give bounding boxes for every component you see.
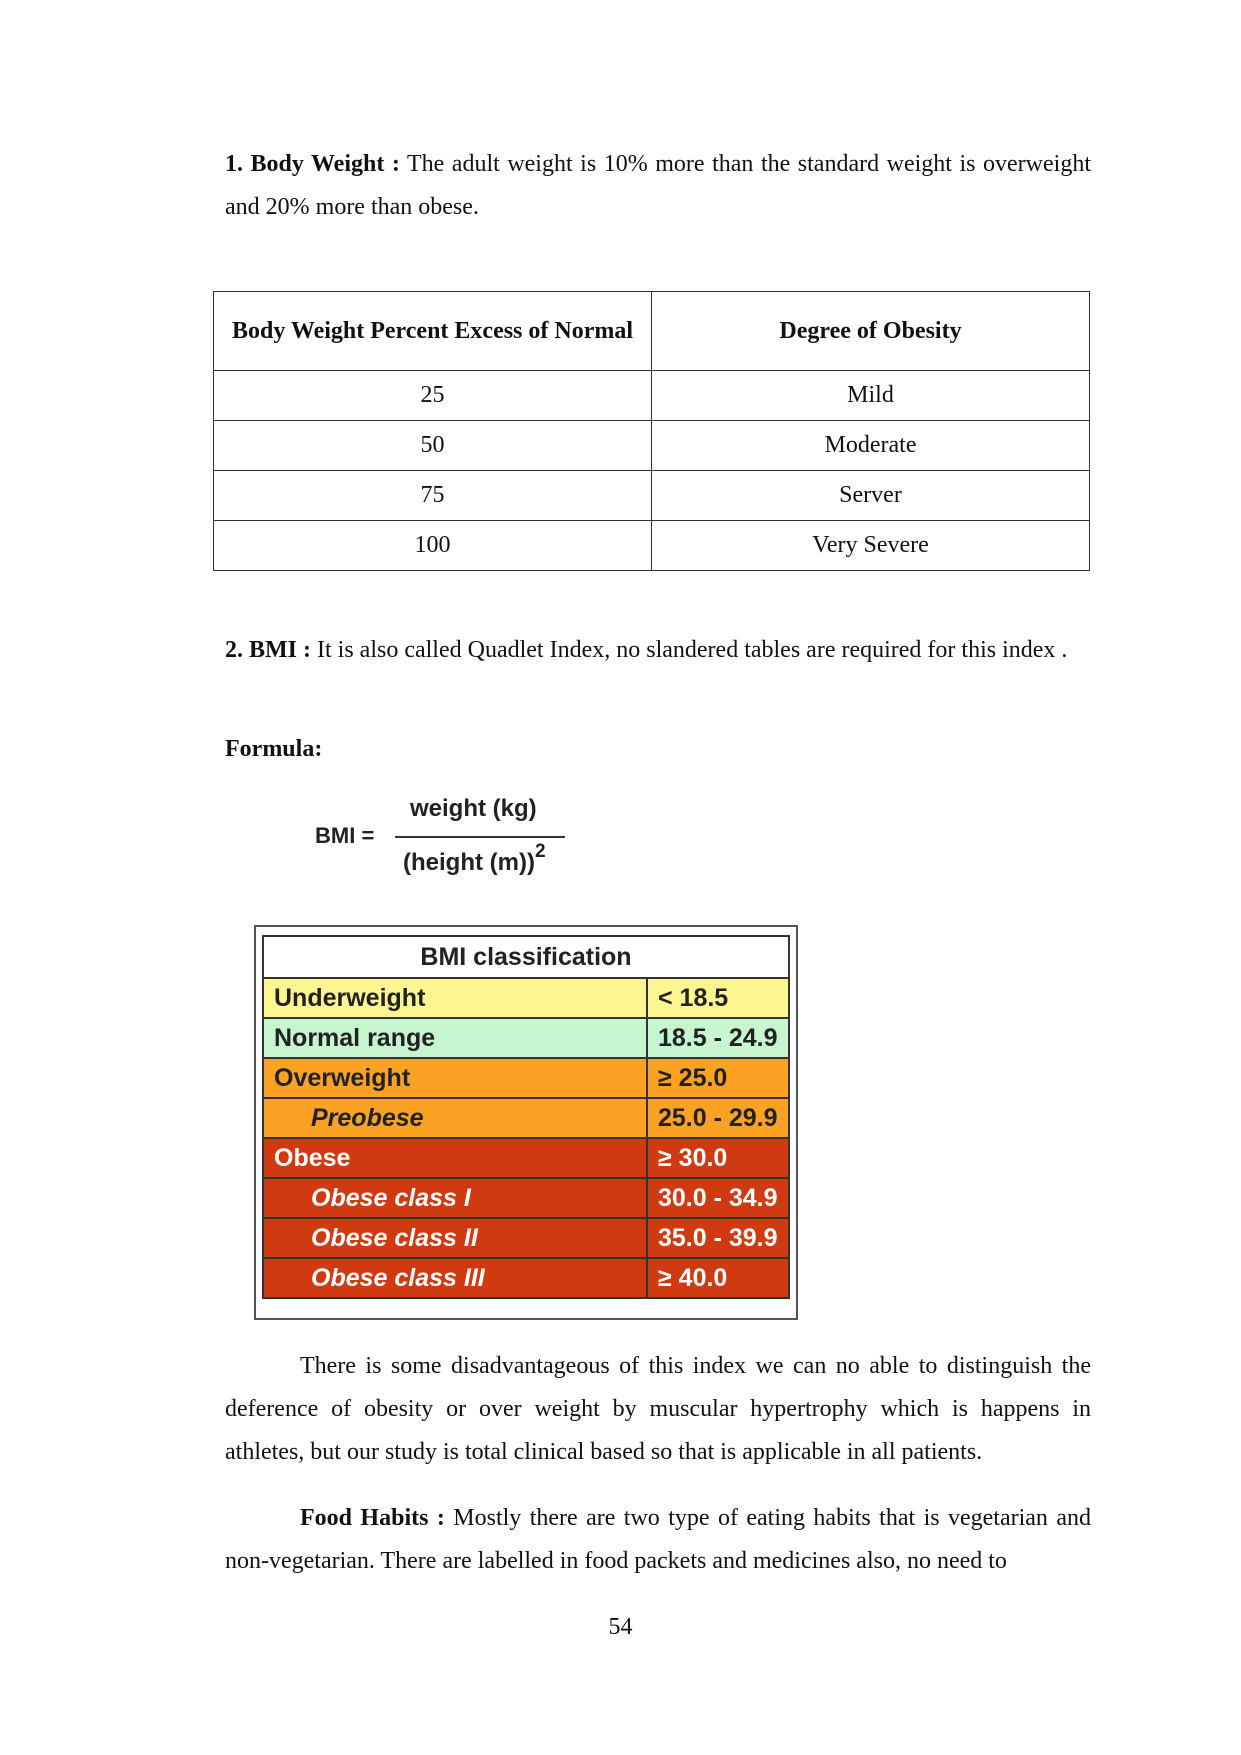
bmi-row	[263, 1098, 789, 1138]
bmi-paragraph	[225, 629, 1091, 672]
formula-numerator: weight (kg)	[410, 795, 537, 822]
bmi-classification-figure	[254, 925, 798, 1320]
table-row	[214, 521, 1090, 571]
bmi-range: 18.5 - 24.9	[647, 1018, 789, 1058]
bmi-row	[263, 1138, 789, 1178]
bmi-range: 30.0 - 34.9	[647, 1178, 789, 1218]
degree-cell: Very Severe	[652, 521, 1090, 571]
food-habits-heading: Food Habits :	[300, 1505, 445, 1531]
bmi-formula	[315, 795, 575, 885]
bmi-row	[263, 1218, 789, 1258]
bmi-category: Preobese	[263, 1098, 647, 1138]
bmi-range: 25.0 - 29.9	[647, 1098, 789, 1138]
bmi-category: Obese class II	[263, 1218, 647, 1258]
column-header-excess: Body Weight Percent Excess of Normal	[214, 292, 652, 371]
body-weight-text: The adult weight is 10% more than the standard weight is overweight and 20% more than obese.	[225, 151, 1091, 220]
food-habits-text: Mostly there are two type of eating habits that is vegetarian and non-vegetarian. There are labelled in food packets and medicines also, no need to	[225, 1505, 1091, 1574]
bmi-category: Normal range	[263, 1018, 647, 1058]
bmi-row	[263, 978, 789, 1018]
formula-heading: Formula:	[225, 736, 323, 762]
bmi-classification-table	[262, 935, 790, 1299]
bmi-text: It is also called Quadlet Index, no slandered tables are required for this index .	[311, 637, 1068, 663]
bmi-range: 35.0 - 39.9	[647, 1218, 789, 1258]
bmi-range: ≥ 25.0	[647, 1058, 789, 1098]
bmi-table-title: BMI classification	[263, 936, 789, 978]
page-number: 54	[608, 1614, 633, 1640]
bmi-heading: 2. BMI :	[225, 637, 311, 663]
bmi-title-row	[263, 936, 789, 978]
body-weight-paragraph	[225, 143, 1091, 229]
degree-cell: Mild	[652, 371, 1090, 421]
excess-cell: 50	[214, 421, 652, 471]
excess-cell: 100	[214, 521, 652, 571]
bmi-category: Overweight	[263, 1058, 647, 1098]
table-row	[214, 471, 1090, 521]
denominator-text: (height (m))	[403, 849, 535, 876]
table-header-row	[214, 292, 1090, 371]
formula-denominator	[403, 841, 546, 877]
exponent: 2	[534, 841, 546, 862]
body-weight-heading: 1. Body Weight :	[225, 151, 400, 177]
bmi-row	[263, 1058, 789, 1098]
table-row	[214, 371, 1090, 421]
column-header-degree: Degree of Obesity	[652, 292, 1090, 371]
table-row	[214, 421, 1090, 471]
degree-cell: Server	[652, 471, 1090, 521]
bmi-range: ≥ 40.0	[647, 1258, 789, 1298]
bmi-range: < 18.5	[647, 978, 789, 1018]
bmi-category: Underweight	[263, 978, 647, 1018]
excess-cell: 25	[214, 371, 652, 421]
bmi-row	[263, 1258, 789, 1298]
fraction-bar	[395, 836, 565, 838]
excess-cell: 75	[214, 471, 652, 521]
bmi-range: ≥ 30.0	[647, 1138, 789, 1178]
formula-lhs: BMI =	[315, 823, 375, 848]
obesity-degree-table	[213, 291, 1090, 571]
degree-cell: Moderate	[652, 421, 1090, 471]
bmi-category: Obese class III	[263, 1258, 647, 1298]
bmi-row	[263, 1178, 789, 1218]
bmi-category: Obese	[263, 1138, 647, 1178]
bmi-row	[263, 1018, 789, 1058]
food-habits-paragraph	[225, 1497, 1091, 1583]
bmi-category: Obese class I	[263, 1178, 647, 1218]
disadvantage-paragraph: There is some disadvantageous of this index we can no able to distinguish the deference of obesity or over weight by muscular hypertrophy which is happens in athletes, but our study is total clinical based so that is applicable in all patients.	[225, 1353, 1091, 1465]
